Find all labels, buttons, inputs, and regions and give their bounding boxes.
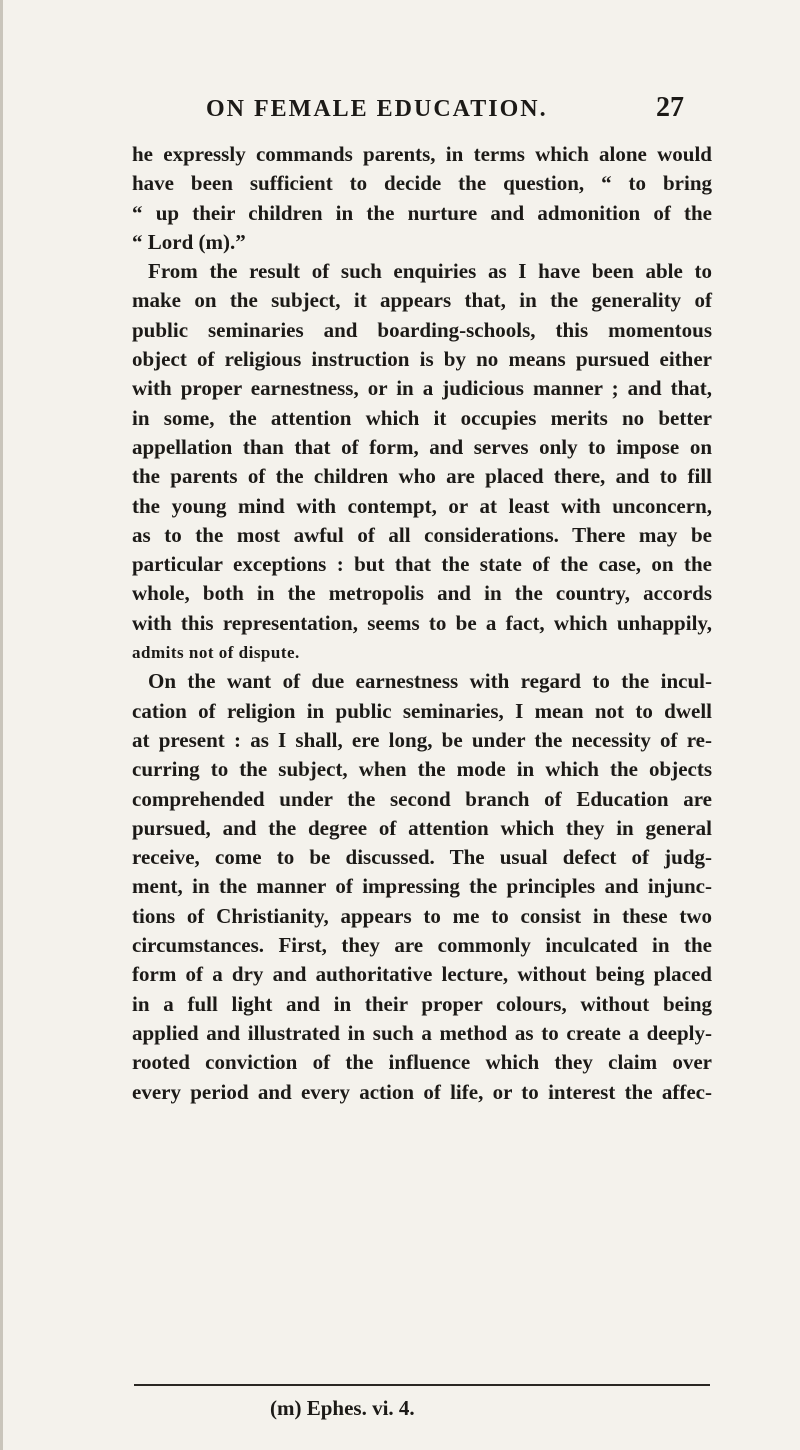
body-text — [132, 140, 712, 1107]
text-line: circumstances. First, they are commonly inculcated in the — [132, 933, 712, 958]
text-line: in a full light and in their proper colours, without being — [132, 991, 712, 1016]
running-head: ON FEMALE EDUCATION. — [206, 96, 548, 122]
text-line: form of a dry and authoritative lecture, without being placed — [132, 962, 712, 987]
text-line: “ up their children in the nurture and admonition of the — [132, 200, 712, 225]
text-line: he expressly commands parents, in terms which alone would — [132, 142, 712, 166]
text-line: particular exceptions : but that the state of the case, on the — [132, 552, 712, 577]
text-line: tions of Christianity, appears to me to consist in these two — [132, 903, 712, 928]
page-edge — [0, 0, 3, 1450]
footnote: (m) Ephes. vi. 4. — [270, 1396, 415, 1420]
text-line: public seminaries and boarding-schools, this momentous — [132, 317, 712, 342]
text-line: the young mind with contempt, or at least with unconcern, — [132, 493, 712, 518]
text-line: as to the most awful of all considerations. There may be — [132, 522, 712, 547]
text-line: ment, in the manner of impressing the principles and injunc- — [132, 874, 712, 899]
text-line: the parents of the children who are placed there, and to fill — [132, 464, 712, 489]
text-line: with this representation, seems to be a fact, which unhappily, — [132, 610, 712, 635]
text-line: “ Lord (m).” — [132, 229, 246, 254]
footnote-rule — [134, 1384, 710, 1386]
text-line: curring to the subject, when the mode in which the objects — [132, 757, 712, 782]
text-line: receive, come to be discussed. The usual defect of judg- — [132, 845, 712, 870]
page-number: 27 — [656, 92, 684, 123]
text-line: whole, both in the metropolis and in the country, accords — [132, 581, 712, 606]
text-line: with proper earnestness, or in a judicious manner ; and that, — [132, 376, 712, 401]
text-line: admits not of dispute. — [132, 643, 300, 663]
text-line: in some, the attention which it occupies merits no better — [132, 405, 712, 430]
page-header — [0, 92, 800, 132]
text-line: cation of religion in public seminaries, I mean not to dwell — [132, 698, 712, 723]
text-line: appellation than that of form, and serves only to impose on — [132, 434, 712, 459]
text-line: object of religious instruction is by no means pursued either — [132, 347, 712, 372]
text-line: comprehended under the second branch of Education are — [132, 786, 712, 811]
text-line: at present : as I shall, ere long, be under the necessity of re- — [132, 727, 712, 752]
text-line: every period and every action of life, or to interest the affec- — [132, 1079, 712, 1104]
paragraph-start-line: On the want of due earnestness with regard to the incul- — [148, 669, 712, 694]
text-line: rooted conviction of the influence which they claim over — [132, 1050, 712, 1075]
text-line: pursued, and the degree of attention which they in general — [132, 815, 712, 840]
paragraph-start-line: From the result of such enquiries as I have been able to — [148, 259, 712, 284]
text-line: applied and illustrated in such a method as to create a deeply- — [132, 1020, 712, 1045]
text-line: have been sufficient to decide the question, “ to bring — [132, 171, 712, 196]
text-line: make on the subject, it appears that, in the generality of — [132, 288, 712, 313]
